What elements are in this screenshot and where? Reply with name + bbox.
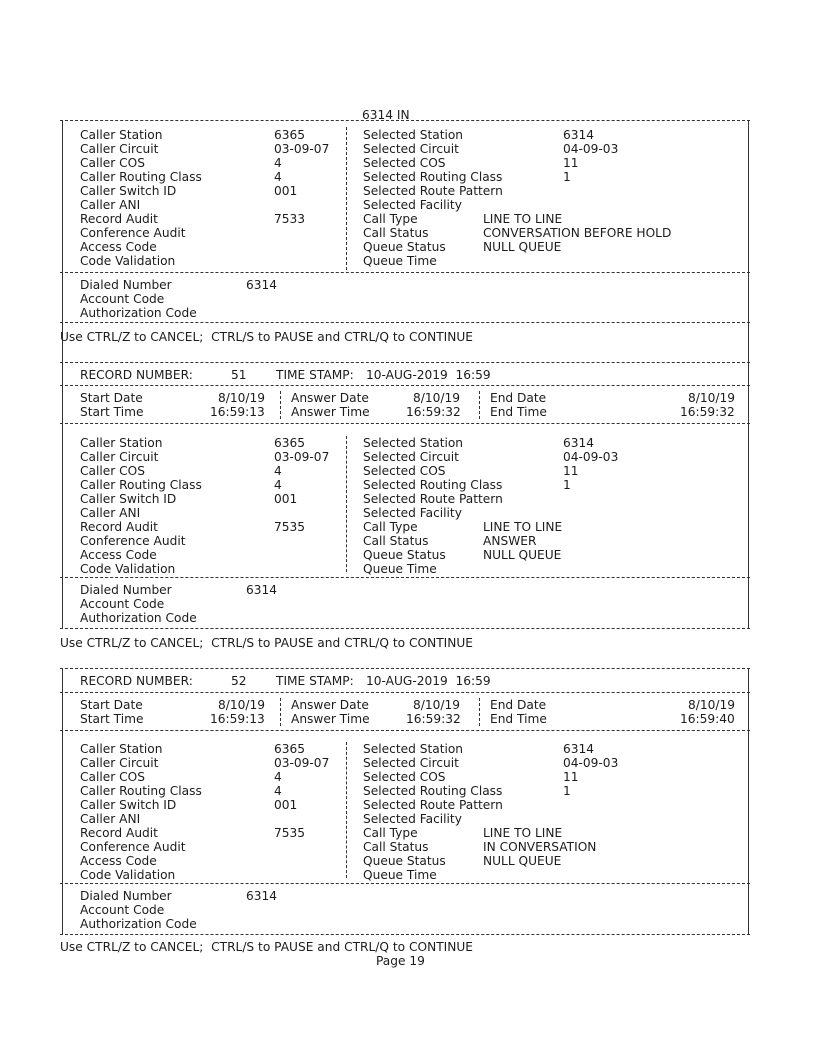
column-divider [346,742,347,878]
caller-station-label: Caller Station [80,436,163,450]
selected-facility-label: Selected Facility [363,812,462,826]
call-status-label: Call Status [363,840,429,854]
record-border-right [748,363,749,628]
caller-circuit-value: 03-09-07 [274,450,330,464]
divider [60,577,750,578]
divider [60,120,750,121]
selected-routing-class-value: 1 [563,784,571,798]
caller-routing-class-value: 4 [274,784,282,798]
divider [60,385,750,386]
selected-routing-class-label: Selected Routing Class [363,170,503,184]
queue-status-value: NULL QUEUE [483,548,562,562]
queue-status-label: Queue Status [363,548,446,562]
divider [60,934,750,935]
caller-circuit-label: Caller Circuit [80,450,159,464]
record-border-left [62,669,63,934]
caller-switch-id-label: Caller Switch ID [80,798,177,812]
caller-switch-id-value: 001 [274,184,298,198]
divider [60,322,750,323]
access-code-label: Access Code [80,548,157,562]
caller-switch-id-label: Caller Switch ID [80,184,177,198]
selected-cos-value: 11 [563,156,579,170]
end-time-value: 16:59:32 [680,405,735,419]
column-divider [346,127,347,270]
caller-switch-id-value: 001 [274,798,298,812]
selected-circuit-value: 04-09-03 [563,756,619,770]
selected-station-label: Selected Station [363,742,464,756]
call-type-value: LINE TO LINE [483,212,563,226]
record-border-left [62,363,63,628]
call-status-value: CONVERSATION BEFORE HOLD [483,226,672,240]
dialed-number-value: 6314 [246,889,278,903]
caller-circuit-value: 03-09-07 [274,142,330,156]
conference-audit-label: Conference Audit [80,840,186,854]
record-audit-value: 7535 [274,520,306,534]
divider [60,668,750,669]
caller-cos-label: Caller COS [80,156,145,170]
caller-station-value: 6365 [274,128,306,142]
start-date-value: 8/10/19 [218,391,265,405]
call-type-value: LINE TO LINE [483,520,563,534]
answer-date-label: Answer Date [291,698,369,712]
end-time-value: 16:59:40 [680,712,735,726]
queue-status-value: NULL QUEUE [483,240,562,254]
code-validation-label: Code Validation [80,562,176,576]
end-date-value: 8/10/19 [688,391,735,405]
start-date-label: Start Date [80,698,143,712]
end-time-label: End Time [490,405,547,419]
account-code-label: Account Code [80,597,165,611]
authorization-code-label: Authorization Code [80,306,197,320]
ctrl-message: Use CTRL/Z to CANCEL; CTRL/S to PAUSE and CTRL/Q to CONTINUE [60,636,473,650]
caller-routing-class-value: 4 [274,170,282,184]
selected-cos-value: 11 [563,464,579,478]
caller-station-value: 6365 [274,742,306,756]
divider [60,692,750,693]
authorization-code-label: Authorization Code [80,917,197,931]
selected-station-label: Selected Station [363,436,464,450]
caller-cos-value: 4 [274,770,282,784]
selected-circuit-value: 04-09-03 [563,450,619,464]
start-time-value: 16:59:13 [210,405,265,419]
caller-circuit-value: 03-09-07 [274,756,330,770]
time-stamp-label: TIME STAMP: [276,368,354,382]
selected-route-pattern-label: Selected Route Pattern [363,798,503,812]
answer-date-label: Answer Date [291,391,369,405]
answer-time-value: 16:59:32 [406,712,461,726]
column-divider [280,391,281,419]
record-number-label: RECORD NUMBER: [80,368,193,382]
selected-routing-class-label: Selected Routing Class [363,478,503,492]
code-validation-label: Code Validation [80,868,176,882]
selected-circuit-label: Selected Circuit [363,142,459,156]
column-divider [479,698,480,726]
selected-cos-label: Selected COS [363,156,446,170]
caller-station-label: Caller Station [80,742,163,756]
selected-route-pattern-label: Selected Route Pattern [363,184,503,198]
selected-circuit-value: 04-09-03 [563,142,619,156]
caller-ani-label: Caller ANI [80,812,141,826]
queue-time-label: Queue Time [363,254,437,268]
caller-switch-id-label: Caller Switch ID [80,492,177,506]
selected-circuit-label: Selected Circuit [363,450,459,464]
dialed-number-label: Dialed Number [80,889,172,903]
caller-cos-label: Caller COS [80,770,145,784]
selected-cos-value: 11 [563,770,579,784]
selected-facility-label: Selected Facility [363,506,462,520]
record-border-right [748,669,749,934]
selected-route-pattern-label: Selected Route Pattern [363,492,503,506]
answer-date-value: 8/10/19 [413,698,460,712]
column-divider [280,698,281,726]
caller-routing-class-label: Caller Routing Class [80,784,202,798]
access-code-label: Access Code [80,854,157,868]
page-number: Page 19 [376,954,425,968]
account-code-label: Account Code [80,903,165,917]
caller-ani-label: Caller ANI [80,506,141,520]
end-date-label: End Date [490,391,547,405]
dialed-number-label: Dialed Number [80,278,172,292]
selected-station-value: 6314 [563,742,595,756]
call-type-label: Call Type [363,212,418,226]
code-validation-label: Code Validation [80,254,176,268]
dialed-number-label: Dialed Number [80,583,172,597]
caller-routing-class-label: Caller Routing Class [80,478,202,492]
queue-time-label: Queue Time [363,868,437,882]
record-number-value: 52 [231,674,247,688]
caller-switch-id-value: 001 [274,492,298,506]
end-date-label: End Date [490,698,547,712]
selected-cos-label: Selected COS [363,770,446,784]
record-audit-label: Record Audit [80,212,158,226]
record-audit-label: Record Audit [80,520,158,534]
selected-routing-class-value: 1 [563,478,571,492]
selected-facility-label: Selected Facility [363,198,462,212]
account-code-label: Account Code [80,292,165,306]
divider [60,628,750,629]
dialed-number-value: 6314 [246,583,278,597]
conference-audit-label: Conference Audit [80,534,186,548]
dialed-number-value: 6314 [246,278,278,292]
end-date-value: 8/10/19 [688,698,735,712]
ctrl-message: Use CTRL/Z to CANCEL; CTRL/S to PAUSE and CTRL/Q to CONTINUE [60,940,473,954]
divider [60,423,750,424]
start-time-label: Start Time [80,405,144,419]
answer-date-value: 8/10/19 [413,391,460,405]
record-audit-value: 7533 [274,212,306,226]
column-divider [479,391,480,419]
time-stamp-value: 10-AUG-2019 16:59 [366,674,491,688]
queue-status-label: Queue Status [363,854,446,868]
caller-cos-value: 4 [274,156,282,170]
conference-audit-label: Conference Audit [80,226,186,240]
selected-station-value: 6314 [563,128,595,142]
queue-status-value: NULL QUEUE [483,854,562,868]
call-type-label: Call Type [363,520,418,534]
answer-time-label: Answer Time [291,712,370,726]
call-status-label: Call Status [363,534,429,548]
caller-station-value: 6365 [274,436,306,450]
start-time-label: Start Time [80,712,144,726]
caller-routing-class-label: Caller Routing Class [80,170,202,184]
page-header: 6314 IN [362,108,410,122]
queue-status-label: Queue Status [363,240,446,254]
record-number-label: RECORD NUMBER: [80,674,193,688]
record-number-value: 51 [231,368,247,382]
selected-cos-label: Selected COS [363,464,446,478]
call-type-label: Call Type [363,826,418,840]
column-divider [346,436,347,572]
selected-station-label: Selected Station [363,128,464,142]
caller-cos-label: Caller COS [80,464,145,478]
selected-routing-class-value: 1 [563,170,571,184]
selected-station-value: 6314 [563,436,595,450]
time-stamp-value: 10-AUG-2019 16:59 [366,368,491,382]
call-type-value: LINE TO LINE [483,826,563,840]
time-stamp-label: TIME STAMP: [276,674,354,688]
authorization-code-label: Authorization Code [80,611,197,625]
selected-routing-class-label: Selected Routing Class [363,784,503,798]
caller-ani-label: Caller ANI [80,198,141,212]
call-status-label: Call Status [363,226,429,240]
divider [60,730,750,731]
record-audit-label: Record Audit [80,826,158,840]
ctrl-message: Use CTRL/Z to CANCEL; CTRL/S to PAUSE and CTRL/Q to CONTINUE [60,330,473,344]
call-status-value: IN CONVERSATION [483,840,597,854]
start-date-label: Start Date [80,391,143,405]
caller-routing-class-value: 4 [274,478,282,492]
start-time-value: 16:59:13 [210,712,265,726]
queue-time-label: Queue Time [363,562,437,576]
answer-time-value: 16:59:32 [406,405,461,419]
caller-station-label: Caller Station [80,128,163,142]
caller-circuit-label: Caller Circuit [80,142,159,156]
record-audit-value: 7535 [274,826,306,840]
access-code-label: Access Code [80,240,157,254]
divider [60,272,750,273]
answer-time-label: Answer Time [291,405,370,419]
caller-circuit-label: Caller Circuit [80,756,159,770]
selected-circuit-label: Selected Circuit [363,756,459,770]
caller-cos-value: 4 [274,464,282,478]
call-status-value: ANSWER [483,534,537,548]
start-date-value: 8/10/19 [218,698,265,712]
divider [60,883,750,884]
divider [60,362,750,363]
end-time-label: End Time [490,712,547,726]
